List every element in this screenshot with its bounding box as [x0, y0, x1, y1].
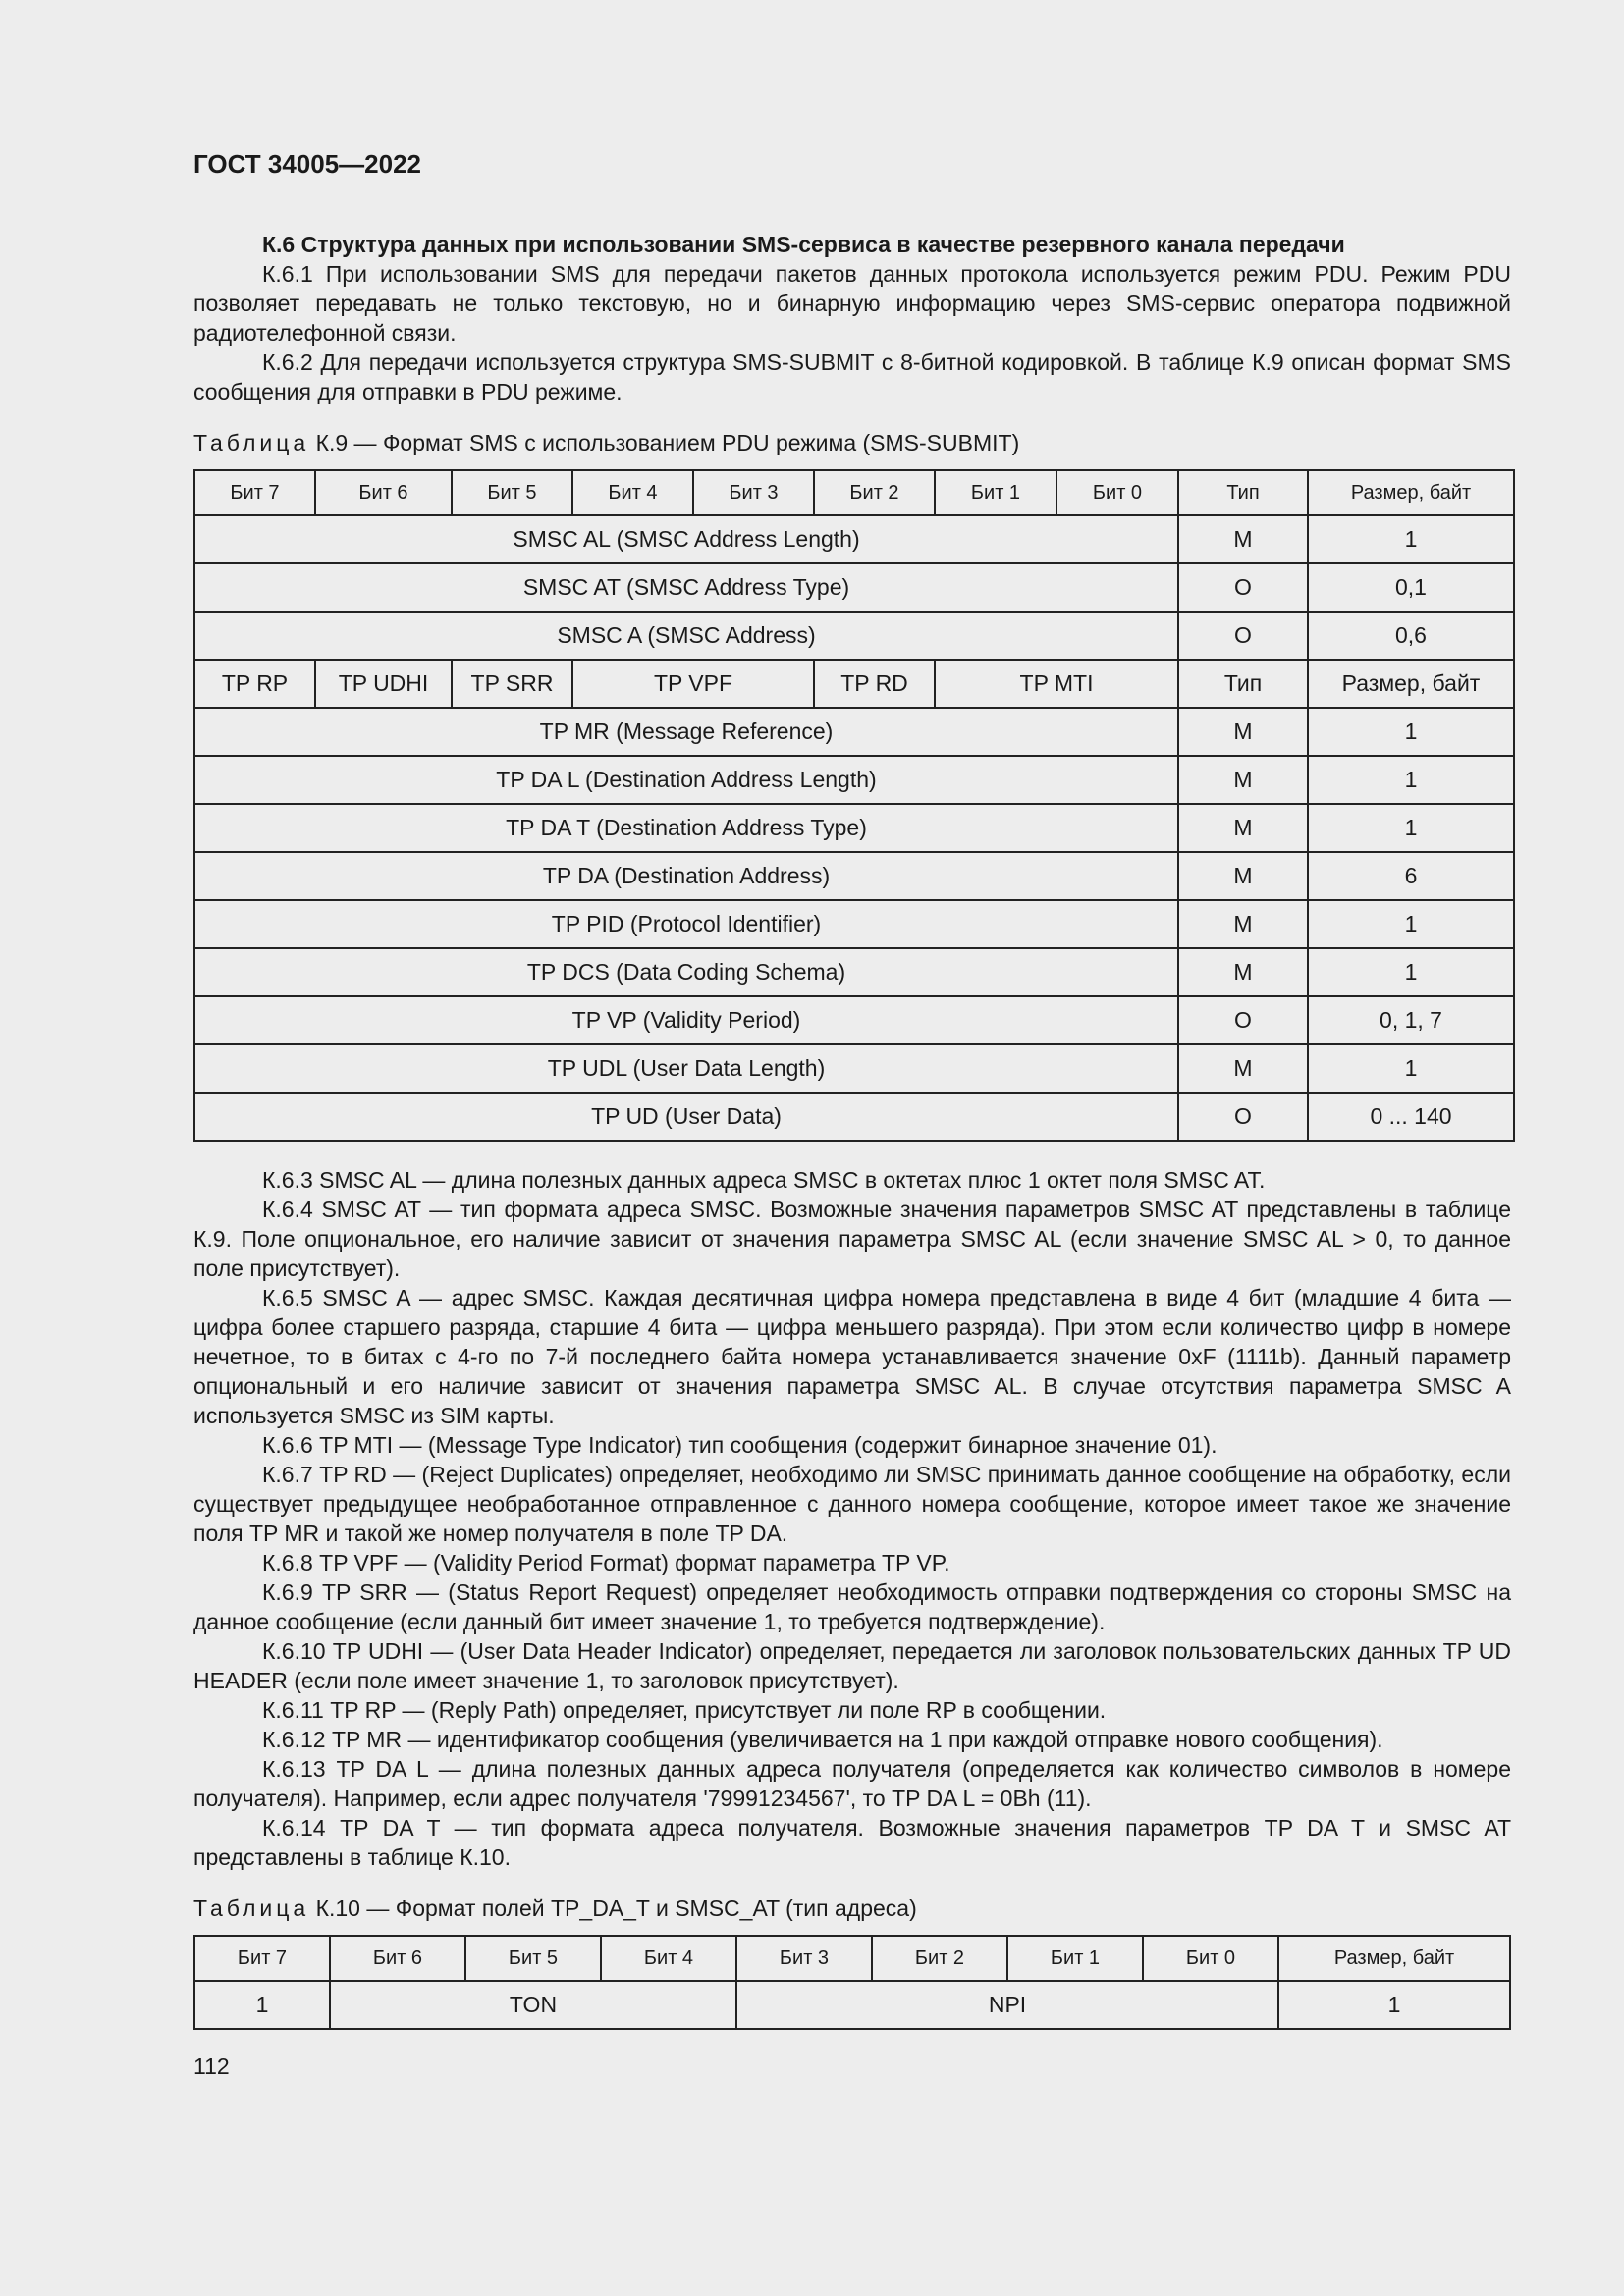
size-cell: 1 — [1308, 708, 1514, 756]
subheader-cell: TP UDHI — [315, 660, 452, 708]
paragraph-k6-14: К.6.14 TP DA T — тип формата адреса получателя. Возможные значения параметров TP DA T и SMSC AT представлены в таблице К.10. — [193, 1815, 1511, 1870]
table-row — [194, 852, 1514, 900]
table-k9-header-row — [194, 470, 1514, 515]
size-cell: 1 — [1308, 900, 1514, 948]
field-name-cell: TP PID (Protocol Identifier) — [194, 900, 1178, 948]
paragraph-k6-3: К.6.3 SMSC AL — длина полезных данных адреса SMSC в октетах плюс 1 октет поля SMSC AT. — [262, 1167, 1266, 1193]
type-cell: M — [1178, 852, 1308, 900]
table-row — [194, 1093, 1514, 1141]
table-row — [194, 756, 1514, 804]
table-k9-caption — [193, 428, 1511, 457]
table-k10-caption-text: К.10 — Формат полей TP_DA_T и SMSC_AT (тип адреса) — [315, 1896, 917, 1921]
header-cell: Бит 2 — [872, 1936, 1007, 1981]
table-k9-caption-prefix: Таблица — [193, 430, 310, 455]
type-cell: M — [1178, 1044, 1308, 1093]
field-name-cell: SMSC AL (SMSC Address Length) — [194, 515, 1178, 563]
bit7-cell: 1 — [194, 1981, 330, 2029]
size-cell: 1 — [1308, 1044, 1514, 1093]
table-k9-caption-text: К.9 — Формат SMS с использованием PDU режима (SMS-SUBMIT) — [315, 430, 1020, 455]
header-cell: Бит 5 — [452, 470, 572, 515]
size-cell: 0, 1, 7 — [1308, 996, 1514, 1044]
subheader-cell: TP RD — [814, 660, 935, 708]
header-cell: Бит 2 — [814, 470, 935, 515]
size-cell: 1 — [1308, 756, 1514, 804]
header-cell: Бит 6 — [330, 1936, 465, 1981]
table-row — [194, 804, 1514, 852]
size-cell: 6 — [1308, 852, 1514, 900]
type-cell: M — [1178, 804, 1308, 852]
header-cell: Тип — [1178, 470, 1308, 515]
field-name-cell: TP VP (Validity Period) — [194, 996, 1178, 1044]
type-cell: M — [1178, 900, 1308, 948]
paragraph-k6-8: К.6.8 TP VPF — (Validity Period Format) формат параметра TP VP. — [262, 1550, 950, 1575]
header-cell: Бит 7 — [194, 470, 315, 515]
header-cell: Бит 6 — [315, 470, 452, 515]
subheader-cell: TP RP — [194, 660, 315, 708]
size-cell: 0,1 — [1308, 563, 1514, 612]
size-cell: 1 — [1308, 948, 1514, 996]
type-cell: O — [1178, 612, 1308, 660]
subheader-cell: Тип — [1178, 660, 1308, 708]
size-cell: 1 — [1308, 804, 1514, 852]
paragraph-k6-4: К.6.4 SMSC AT — тип формата адреса SMSC. Возможные значения параметров SMSC AT представлены в таблице К.9. Поле опциональное, его наличие зависит от значения параметра SMSC AL (если значение SMSC AL > 0, то данное поле присутствует). — [193, 1197, 1511, 1281]
field-name-cell: TP DA T (Destination Address Type) — [194, 804, 1178, 852]
document-page — [193, 147, 1511, 2081]
table-k10-header-row — [194, 1936, 1510, 1981]
table-row — [194, 612, 1514, 660]
field-name-cell: TP DA L (Destination Address Length) — [194, 756, 1178, 804]
header-cell: Бит 3 — [693, 470, 814, 515]
field-name-cell: TP UDL (User Data Length) — [194, 1044, 1178, 1093]
header-cell: Размер, байт — [1308, 470, 1514, 515]
type-cell: M — [1178, 515, 1308, 563]
header-cell: Бит 0 — [1056, 470, 1178, 515]
table-row — [194, 563, 1514, 612]
paragraph-k6-1: К.6.1 При использовании SMS для передачи пакетов данных протокола используется режим PDU. Режим PDU позволяет передавать не только текстовую, но и бинарную информацию через SMS-сервис оператора подвижной радиотелефонной связи. — [193, 261, 1511, 346]
type-cell: M — [1178, 708, 1308, 756]
section-heading: К.6 Структура данных при использовании SMS-сервиса в качестве резервного канала передачи — [262, 232, 1345, 257]
table-row — [194, 1981, 1510, 2029]
paragraph-k6-5: К.6.5 SMSC A — адрес SMSC. Каждая десятичная цифра номера представлена в виде 4 бит (младшие 4 бита — цифра более старшего разряда, старшие 4 бита — цифра меньшего разряда). При этом если количество цифр в номере нечетное, то в битах с 4-го по 7-й последнего байта номера устанавливается значение 0xF (1111b). Данный параметр опциональный и его наличие зависит от значения параметра SMSC AL. В случае отсутствия параметра SMSC A используется SMSC из SIM карты. — [193, 1285, 1511, 1428]
page-number: 112 — [193, 2054, 230, 2079]
header-cell: Бит 1 — [935, 470, 1056, 515]
npi-cell: NPI — [736, 1981, 1278, 2029]
document-code: ГОСТ 34005—2022 — [193, 149, 421, 179]
header-cell: Бит 1 — [1007, 1936, 1143, 1981]
type-cell: M — [1178, 948, 1308, 996]
table-row — [194, 708, 1514, 756]
paragraph-k6-10: К.6.10 TP UDHI — (User Data Header Indicator) определяет, передается ли заголовок пользовательских данных TP UD HEADER (если поле имеет значение 1, то заголовок присутствует). — [193, 1638, 1511, 1693]
type-cell: O — [1178, 1093, 1308, 1141]
table-row — [194, 900, 1514, 948]
table-row — [194, 948, 1514, 996]
size-cell: 1 — [1278, 1981, 1510, 2029]
table-k10 — [193, 1935, 1511, 2030]
table-row — [194, 996, 1514, 1044]
paragraph-k6-13: К.6.13 TP DA L — длина полезных данных адреса получателя (определяется как количество символов в номере получателя). Например, если адрес получателя '79991234567', то TP DA L = 0Bh (11). — [193, 1756, 1511, 1811]
table-k10-caption — [193, 1894, 1511, 1923]
paragraph-k6-2: К.6.2 Для передачи используется структура SMS-SUBMIT с 8-битной кодировкой. В таблице К.9 описан формат SMS сообщения для отправки в PDU режиме. — [193, 349, 1511, 404]
header-cell: Бит 7 — [194, 1936, 330, 1981]
header-cell: Бит 4 — [572, 470, 693, 515]
header-cell: Бит 5 — [465, 1936, 601, 1981]
field-name-cell: TP MR (Message Reference) — [194, 708, 1178, 756]
size-cell: 1 — [1308, 515, 1514, 563]
field-name-cell: TP DCS (Data Coding Schema) — [194, 948, 1178, 996]
field-name-cell: SMSC A (SMSC Address) — [194, 612, 1178, 660]
paragraph-k6-11: К.6.11 TP RP — (Reply Path) определяет, присутствует ли поле RP в сообщении. — [262, 1697, 1107, 1723]
ton-cell: TON — [330, 1981, 736, 2029]
subheader-cell: TP SRR — [452, 660, 572, 708]
field-name-cell: SMSC AT (SMSC Address Type) — [194, 563, 1178, 612]
field-name-cell: TP UD (User Data) — [194, 1093, 1178, 1141]
size-cell: 0 ... 140 — [1308, 1093, 1514, 1141]
paragraph-k6-7: К.6.7 TP RD — (Reject Duplicates) определяет, необходимо ли SMSC принимать данное сообщение на обработку, если существует предыдущее необработанное отправленное с данного номера сообщение, которое имеет такое же значение поля TP MR и такой же номер получателя в поле TP DA. — [193, 1462, 1511, 1546]
table-k10-caption-prefix: Таблица — [193, 1896, 310, 1921]
table-k9-subheader-row — [194, 660, 1514, 708]
size-cell: 0,6 — [1308, 612, 1514, 660]
table-row — [194, 1044, 1514, 1093]
header-cell: Размер, байт — [1278, 1936, 1510, 1981]
table-k9 — [193, 469, 1515, 1142]
header-cell: Бит 0 — [1143, 1936, 1278, 1981]
paragraph-k6-12: К.6.12 TP MR — идентификатор сообщения (увеличивается на 1 при каждой отправке нового сообщения). — [262, 1727, 1383, 1752]
paragraph-k6-6: К.6.6 TP MTI — (Message Type Indicator) тип сообщения (содержит бинарное значение 01). — [262, 1432, 1218, 1458]
subheader-cell: TP VPF — [572, 660, 814, 708]
type-cell: O — [1178, 563, 1308, 612]
table-row — [194, 515, 1514, 563]
header-cell: Бит 4 — [601, 1936, 736, 1981]
subheader-cell: TP MTI — [935, 660, 1178, 708]
paragraph-k6-9: К.6.9 TP SRR — (Status Report Request) определяет необходимость отправки подтверждения со стороны SMSC на данное сообщение (если данный бит имеет значение 1, то требуется подтверждение). — [193, 1579, 1511, 1634]
type-cell: M — [1178, 756, 1308, 804]
type-cell: O — [1178, 996, 1308, 1044]
header-cell: Бит 3 — [736, 1936, 872, 1981]
field-name-cell: TP DA (Destination Address) — [194, 852, 1178, 900]
subheader-cell: Размер, байт — [1308, 660, 1514, 708]
paragraph-block — [193, 1165, 1511, 1872]
